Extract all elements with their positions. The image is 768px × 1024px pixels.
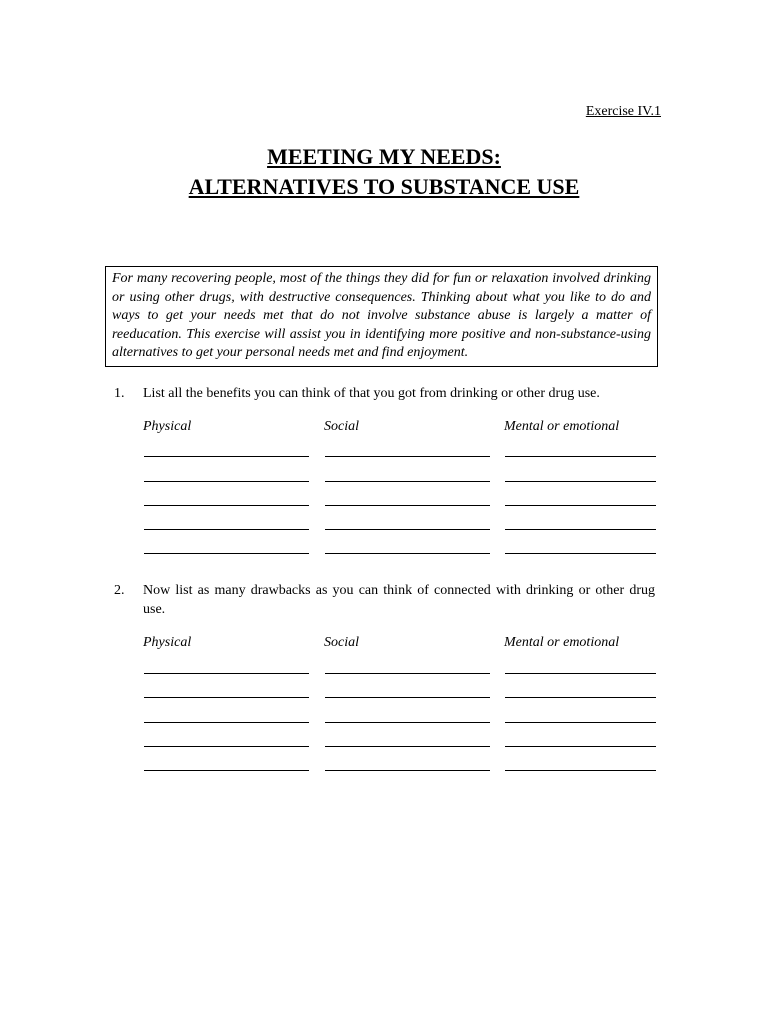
page-title-line-2: ALTERNATIVES TO SUBSTANCE USE bbox=[188, 174, 580, 199]
q2-answer-line[interactable] bbox=[505, 746, 656, 747]
q2-column-header-mental: Mental or emotional bbox=[504, 635, 620, 650]
q2-answer-line[interactable] bbox=[144, 673, 309, 674]
q2-answer-line[interactable] bbox=[325, 697, 490, 698]
question-1-text: List all the benefits you can think of that you got from drinking or other drug use. bbox=[143, 386, 600, 401]
q2-column-header-physical: Physical bbox=[143, 635, 192, 650]
exercise-reference: Exercise IV.1 bbox=[585, 104, 661, 119]
q1-column-header-social: Social bbox=[324, 419, 359, 434]
q1-answer-line[interactable] bbox=[325, 553, 490, 554]
q2-answer-line[interactable] bbox=[505, 770, 656, 771]
q1-answer-line[interactable] bbox=[144, 553, 309, 554]
q2-answer-line[interactable] bbox=[144, 746, 309, 747]
q1-answer-line[interactable] bbox=[505, 456, 656, 457]
q2-answer-line[interactable] bbox=[505, 722, 656, 723]
q1-answer-line[interactable] bbox=[505, 553, 656, 554]
intro-box: For many recovering people, most of the things they did for fun or relaxation involved drinking or using other drugs, with destructive consequences. Thinking about what you like to do and ways to get your needs met that do not involve substance abuse is largely a matter of reeducation. This exercise will assist you in identifying more positive and non-substance-using alternatives to get your personal needs met and find enjoyment. bbox=[105, 266, 658, 367]
q2-answer-line[interactable] bbox=[144, 697, 309, 698]
q1-answer-line[interactable] bbox=[325, 529, 490, 530]
q2-answer-line[interactable] bbox=[325, 746, 490, 747]
q1-answer-line[interactable] bbox=[505, 529, 656, 530]
q1-column-header-mental: Mental or emotional bbox=[504, 419, 620, 434]
q2-answer-line[interactable] bbox=[325, 673, 490, 674]
q2-answer-line[interactable] bbox=[325, 722, 490, 723]
q1-answer-line[interactable] bbox=[325, 505, 490, 506]
q1-column-header-physical: Physical bbox=[143, 419, 192, 434]
q1-answer-line[interactable] bbox=[325, 481, 490, 482]
q2-answer-line[interactable] bbox=[505, 673, 656, 674]
q2-answer-line[interactable] bbox=[144, 722, 309, 723]
q1-answer-line[interactable] bbox=[144, 505, 309, 506]
question-1-number: 1. bbox=[114, 386, 125, 401]
page-title-line-1: MEETING MY NEEDS: bbox=[267, 144, 501, 169]
q2-answer-line[interactable] bbox=[144, 770, 309, 771]
q2-answer-line[interactable] bbox=[325, 770, 490, 771]
q1-answer-line[interactable] bbox=[144, 529, 309, 530]
q1-answer-line[interactable] bbox=[144, 481, 309, 482]
question-2-text: Now list as many drawbacks as you can think of connected with drinking or other drug use. bbox=[143, 583, 655, 617]
q2-column-header-social: Social bbox=[324, 635, 359, 650]
q2-answer-line[interactable] bbox=[505, 697, 656, 698]
q1-answer-line[interactable] bbox=[325, 456, 490, 457]
question-2-number: 2. bbox=[114, 583, 125, 598]
q1-answer-line[interactable] bbox=[505, 481, 656, 482]
q1-answer-line[interactable] bbox=[144, 456, 309, 457]
q1-answer-line[interactable] bbox=[505, 505, 656, 506]
